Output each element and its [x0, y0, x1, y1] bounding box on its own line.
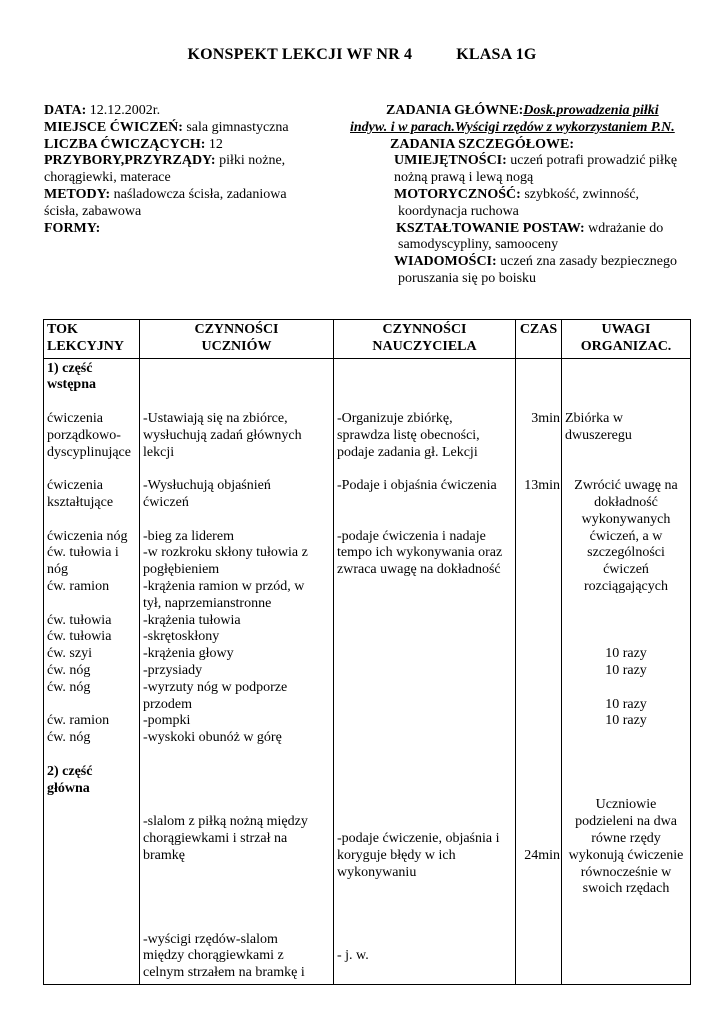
header-tok: TOK LEKCYJNY [44, 320, 140, 359]
notes-block-1: Zbiórka w dwuszeregu [565, 410, 632, 443]
lesson-plan-table [43, 319, 691, 985]
notes-block-2: Zwrócić uwagę na dokładność wykonywanych ćwiczeń, a w szczególności ćwiczeń rozciągających 10 razy 10 razy 10 razy 10 razy [574, 478, 678, 729]
tok-text [47, 361, 131, 796]
notes-block-3: Uczniowie podzieleni na dwa równe rzędy wykonują ćwiczenie równocześnie w swoich rzędach [568, 797, 684, 897]
tok-line: ćw. tułowia [47, 629, 112, 645]
lesson-info-left [44, 103, 344, 237]
info-place: MIEJSCE ĆWICZEŃ: sala gimnastyczna [44, 119, 289, 135]
header-notes: UWAGI ORGANIZAC. [562, 320, 691, 359]
header-students: CZYNNOŚCI UCZNIÓW [140, 320, 334, 359]
info-equipment: PRZYBORY,PRZYRZĄDY: piłki nożne, [44, 153, 286, 169]
tok-line: ćw. tułowia [47, 612, 112, 628]
lesson-info-right [350, 103, 700, 288]
knowledge-cont: poruszania się po boisku [398, 270, 537, 286]
attitude: KSZTAŁTOWANIE POSTAW: wdrażanie do [396, 220, 664, 236]
tok-line: ćw. tułowia i [47, 545, 119, 561]
info-participants: LICZBA ĆWICZĄCYCH: 12 [44, 136, 223, 152]
attitude-cont: samodyscypliny, samooceny [398, 237, 559, 253]
cell-tok [44, 358, 140, 984]
detail-tasks-heading: ZADANIA SZCZEGÓŁOWE: [390, 136, 574, 152]
tok-line: ćw. ramion [47, 578, 110, 594]
skills-cont: nożną prawą i lewą nogą [394, 170, 534, 186]
table-row [44, 358, 691, 984]
skills: UMIEJĘTNOŚCI: uczeń potrafi prowadzić piłkę [394, 153, 678, 169]
title-class: KLASA 1G [456, 46, 537, 63]
tok-line: główna [47, 780, 90, 796]
knowledge: WIADOMOŚCI: uczeń zna zasady bezpiecznego [394, 254, 678, 270]
title-lesson-number: KONSPEKT LEKCJI WF NR 4 [187, 46, 413, 63]
cell-notes [562, 358, 691, 984]
cell-students: -Ustawiają się na zbiórce, wysłuchują zadań głównych lekcji -Wysłuchują objaśnień ćwiczeń -bieg za liderem -w rozkroku skłony tułowia z pogłębieniem -krążenia ramion w przód, w tył, naprzemianstronne -krążenia tułowia -skrętoskłony -krążenia głowy -przysiady -wyrzuty nóg w podporze przodem -pompki -wyskoki obunóż w górę -slalom z piłką nożną między chorągiewkami i strzał na bramkę -wyścigi rzędów-slalom między chorągiewkami z celnym strzałem na bramkę i [140, 358, 334, 984]
main-tasks-cont: indyw. i w parach.Wyścigi rzędów z wykorzystaniem P.N. [350, 119, 675, 135]
header-time: CZAS [516, 320, 562, 359]
info-equipment-cont: chorągiewki, materace [44, 170, 171, 186]
info-date: DATA: 12.12.2002r. [44, 103, 161, 118]
tok-line: 1) część [47, 360, 93, 376]
cell-time: 3min 13min 24min [516, 358, 562, 984]
info-methods: METODY: naśladowcza ścisła, zadaniowa [44, 186, 287, 202]
tok-line: 2) część [47, 763, 93, 779]
table-header-row [44, 320, 691, 359]
tok-line: ćw. nóg [47, 730, 91, 746]
tok-line: nóg [47, 562, 68, 578]
tok-line: ćwiczenia nóg [47, 528, 128, 544]
cell-teacher: -Organizuje zbiórkę, sprawdza listę obecności, podaje zadania gł. Lekcji -Podaje i objaśnia ćwiczenia -podaje ćwiczenia i nadaje tempo ich wykonywania oraz zwraca uwagę na dokładność -podaje ćwiczenie, objaśnia i koryguje błędy w ich wykonywaniu - j. w. [334, 358, 516, 984]
info-forms: FORMY: [44, 220, 101, 236]
tok-line: dyscyplinujące [47, 444, 131, 460]
motor-cont: koordynacja ruchowa [398, 203, 519, 219]
lesson-title [0, 46, 724, 64]
tok-line: wstępna [47, 377, 97, 393]
tok-line: porządkowo- [47, 427, 121, 443]
tok-line: ćw. nóg [47, 679, 91, 695]
tok-line: ćwiczenia [47, 478, 103, 494]
tok-line: ćwiczenia [47, 410, 103, 426]
tok-line: kształtujące [47, 494, 114, 510]
header-teacher: CZYNNOŚCI NAUCZYCIELA [334, 320, 516, 359]
tok-line: ćw. ramion [47, 713, 110, 729]
main-tasks: ZADANIA GŁÓWNE:Dosk.prowadzenia piłki [386, 103, 659, 118]
motor: MOTORYCZNOŚĆ: szybkość, zwinność, [394, 186, 640, 202]
tok-line: ćw. nóg [47, 662, 91, 678]
info-methods-cont: ścisła, zabawowa [44, 203, 142, 219]
tok-line: ćw. szyi [47, 646, 92, 662]
